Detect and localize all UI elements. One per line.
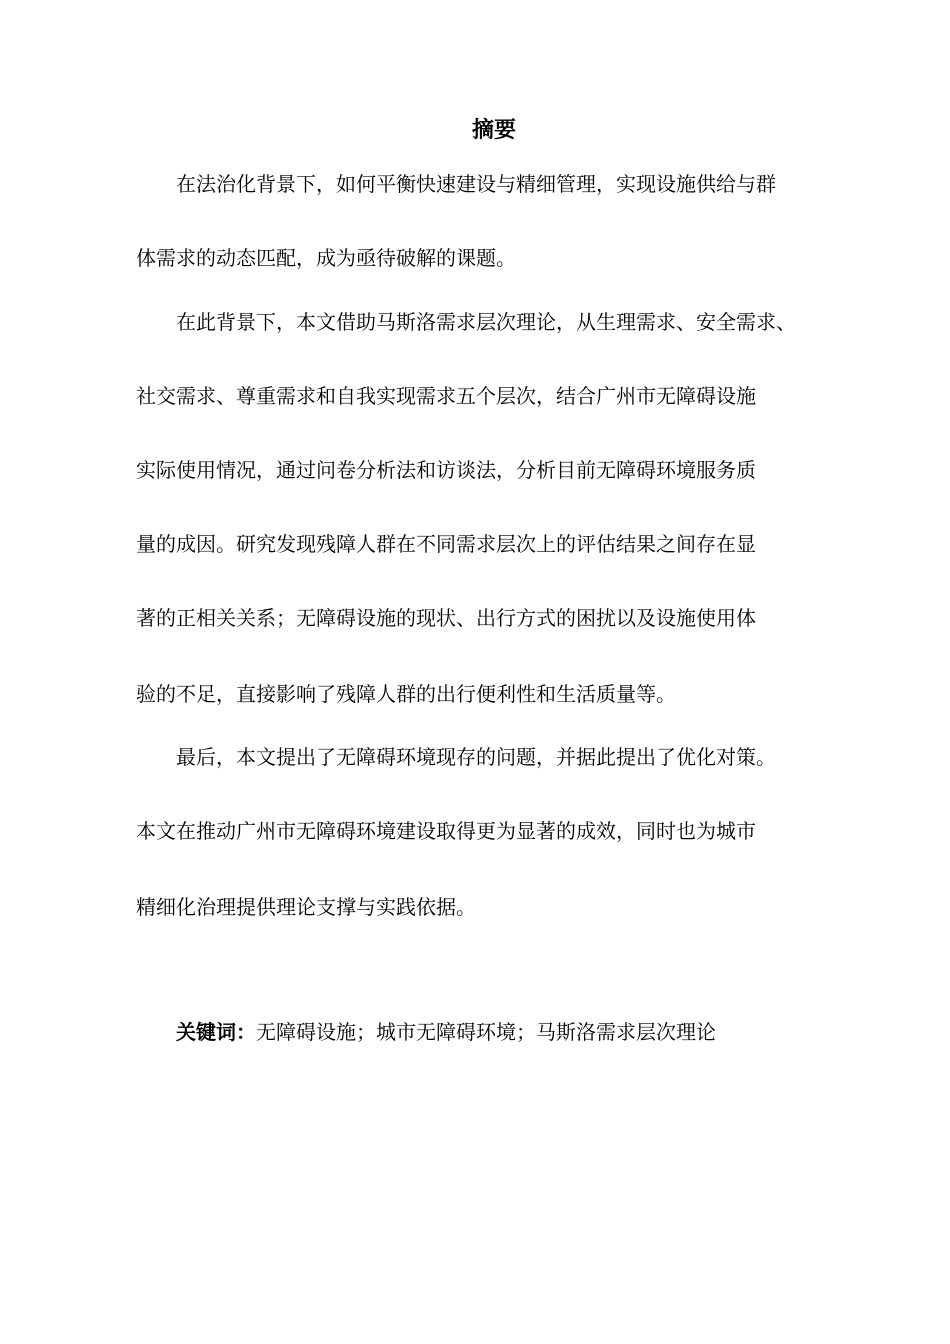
abstract-line-10: 本文在推动广州市无障碍环境建设取得更为显著的成效，同时也为城市 [136, 819, 756, 843]
abstract-line-2: 体需求的动态匹配，成为亟待破解的课题。 [136, 246, 516, 270]
keywords [176, 1018, 716, 1046]
keywords-label: 关键词： [176, 1020, 256, 1044]
abstract-line-7: 著的正相关关系；无障碍设施的现状、出行方式的困扰以及设施使用体 [136, 606, 756, 630]
abstract-line-8: 验的不足，直接影响了残障人群的出行便利性和生活质量等。 [136, 682, 676, 706]
abstract-line-9: 最后，本文提出了无障碍环境现存的问题，并据此提出了优化对策。 [176, 745, 776, 769]
abstract-line-3: 在此背景下，本文借助马斯洛需求层次理论，从生理需求、安全需求、 [176, 310, 796, 334]
page-title: 摘要 [471, 118, 516, 143]
keywords-text: 无障碍设施；城市无障碍环境；马斯洛需求层次理论 [256, 1020, 716, 1044]
abstract-line-11: 精细化治理提供理论支撑与实践依据。 [136, 895, 476, 919]
abstract-line-4: 社交需求、尊重需求和自我实现需求五个层次，结合广州市无障碍设施 [136, 384, 756, 408]
abstract-line-5: 实际使用情况，通过问卷分析法和访谈法，分析目前无障碍环境服务质 [136, 458, 756, 482]
abstract-line-6: 量的成因。研究发现残障人群在不同需求层次上的评估结果之间存在显 [136, 532, 756, 556]
abstract-line-1: 在法治化背景下，如何平衡快速建设与精细管理，实现设施供给与群 [176, 172, 776, 196]
